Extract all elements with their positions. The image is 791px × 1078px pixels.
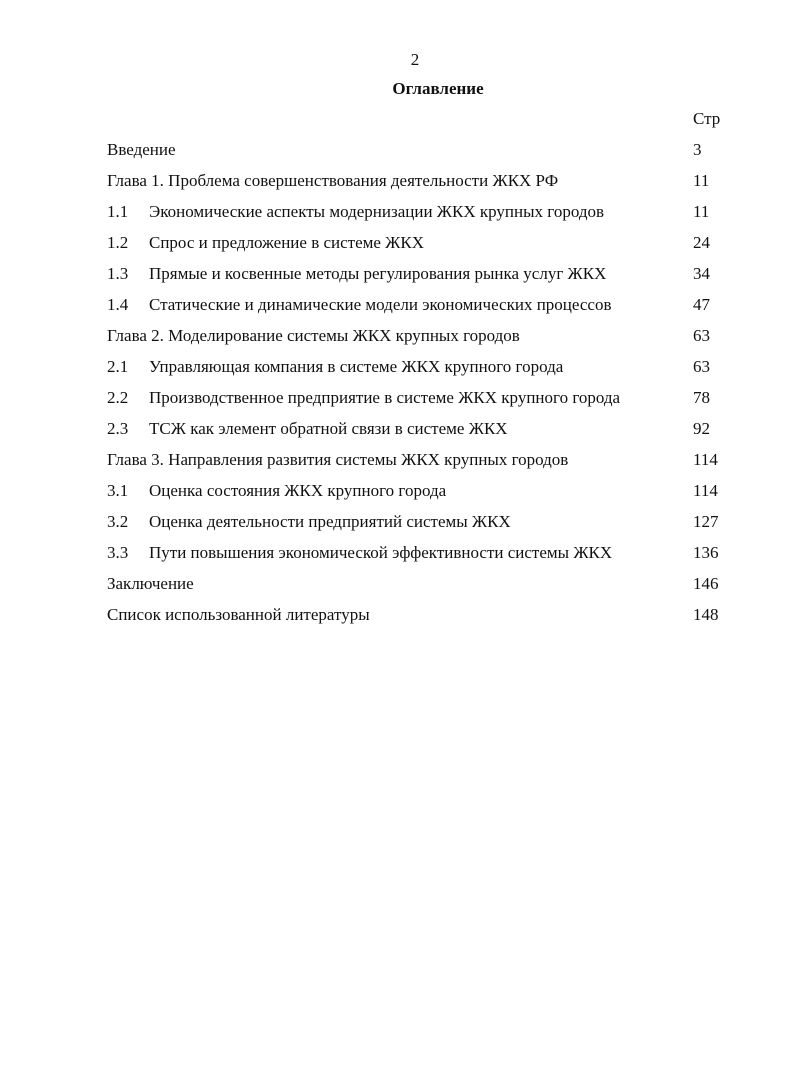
toc-entry-number: 2.1 [107,357,129,376]
toc-entry-page: 34 [693,264,710,283]
toc-entry-title: Оценка состояния ЖКХ крупного города [149,481,447,500]
table-of-contents [107,109,727,636]
toc-entry-page: 146 [693,574,719,593]
toc-entry [107,512,727,543]
toc-entry-number: 1.2 [107,233,129,252]
toc-entry-number: 3.3 [107,543,129,562]
toc-entry [107,140,727,171]
toc-entry-page: 114 [693,450,718,469]
toc-entry [107,326,727,357]
toc-entries [107,140,727,636]
toc-entry-number: 1.4 [107,295,129,314]
page-number: 2 [410,50,420,69]
toc-entry-title: Спрос и предложение в системе ЖКХ [149,233,425,252]
toc-entry-page: 47 [693,295,710,314]
toc-entry-page: 92 [693,419,710,438]
toc-entry-page: 114 [693,481,718,500]
toc-entry-number: 3.1 [107,481,129,500]
toc-entry [107,605,727,636]
page-title: Оглавление [392,79,484,98]
toc-entry-title: Заключение [107,574,194,593]
toc-entry [107,233,727,264]
page-column-label: Стр [693,109,721,128]
toc-entry-title: Пути повышения экономической эффективности системы ЖКХ [149,543,613,562]
toc-entry [107,202,727,233]
toc-entry-page: 136 [693,543,719,562]
toc-entry-page: 127 [693,512,719,531]
toc-entry [107,357,727,388]
toc-entry-title: Статические и динамические модели экономических процессов [149,295,612,314]
toc-entry-page: 24 [693,233,710,252]
toc-entry [107,171,727,202]
toc-entry [107,264,727,295]
toc-entry [107,574,727,605]
toc-entry [107,481,727,512]
toc-entry-title: Экономические аспекты модернизации ЖКХ крупных городов [149,202,605,221]
toc-entry-page: 78 [693,388,710,407]
toc-entry [107,388,727,419]
toc-entry [107,295,727,326]
toc-entry-number: 2.3 [107,419,129,438]
toc-entry-title: Глава 3. Направления развития системы ЖКХ крупных городов [107,450,569,469]
toc-entry-page: 11 [693,171,710,190]
toc-entry [107,543,727,574]
toc-entry-page: 11 [693,202,710,221]
toc-entry-number: 2.2 [107,388,129,407]
toc-entry [107,450,727,481]
toc-entry-title: Глава 2. Моделирование системы ЖКХ крупных городов [107,326,520,345]
toc-entry-page: 148 [693,605,719,624]
toc-entry [107,419,727,450]
toc-entry-title: Прямые и косвенные методы регулирования рынка услуг ЖКХ [149,264,607,283]
toc-header [107,109,727,140]
toc-entry-number: 1.3 [107,264,129,283]
toc-entry-title: Глава 1. Проблема совершенствования деятельности ЖКХ РФ [107,171,559,190]
toc-entry-title: Список использованной литературы [107,605,370,624]
toc-entry-number: 3.2 [107,512,129,531]
toc-entry-title: Управляющая компания в системе ЖКХ крупного города [149,357,564,376]
toc-entry-number: 1.1 [107,202,129,221]
toc-entry-page: 63 [693,326,710,345]
toc-entry-page: 3 [693,140,702,159]
toc-entry-title: Производственное предприятие в системе ЖКХ крупного города [149,388,621,407]
toc-entry-title: Оценка деятельности предприятий системы ЖКХ [149,512,511,531]
toc-entry-title: ТСЖ как элемент обратной связи в системе ЖКХ [149,419,508,438]
toc-entry-title: Введение [107,140,176,159]
toc-entry-page: 63 [693,357,710,376]
